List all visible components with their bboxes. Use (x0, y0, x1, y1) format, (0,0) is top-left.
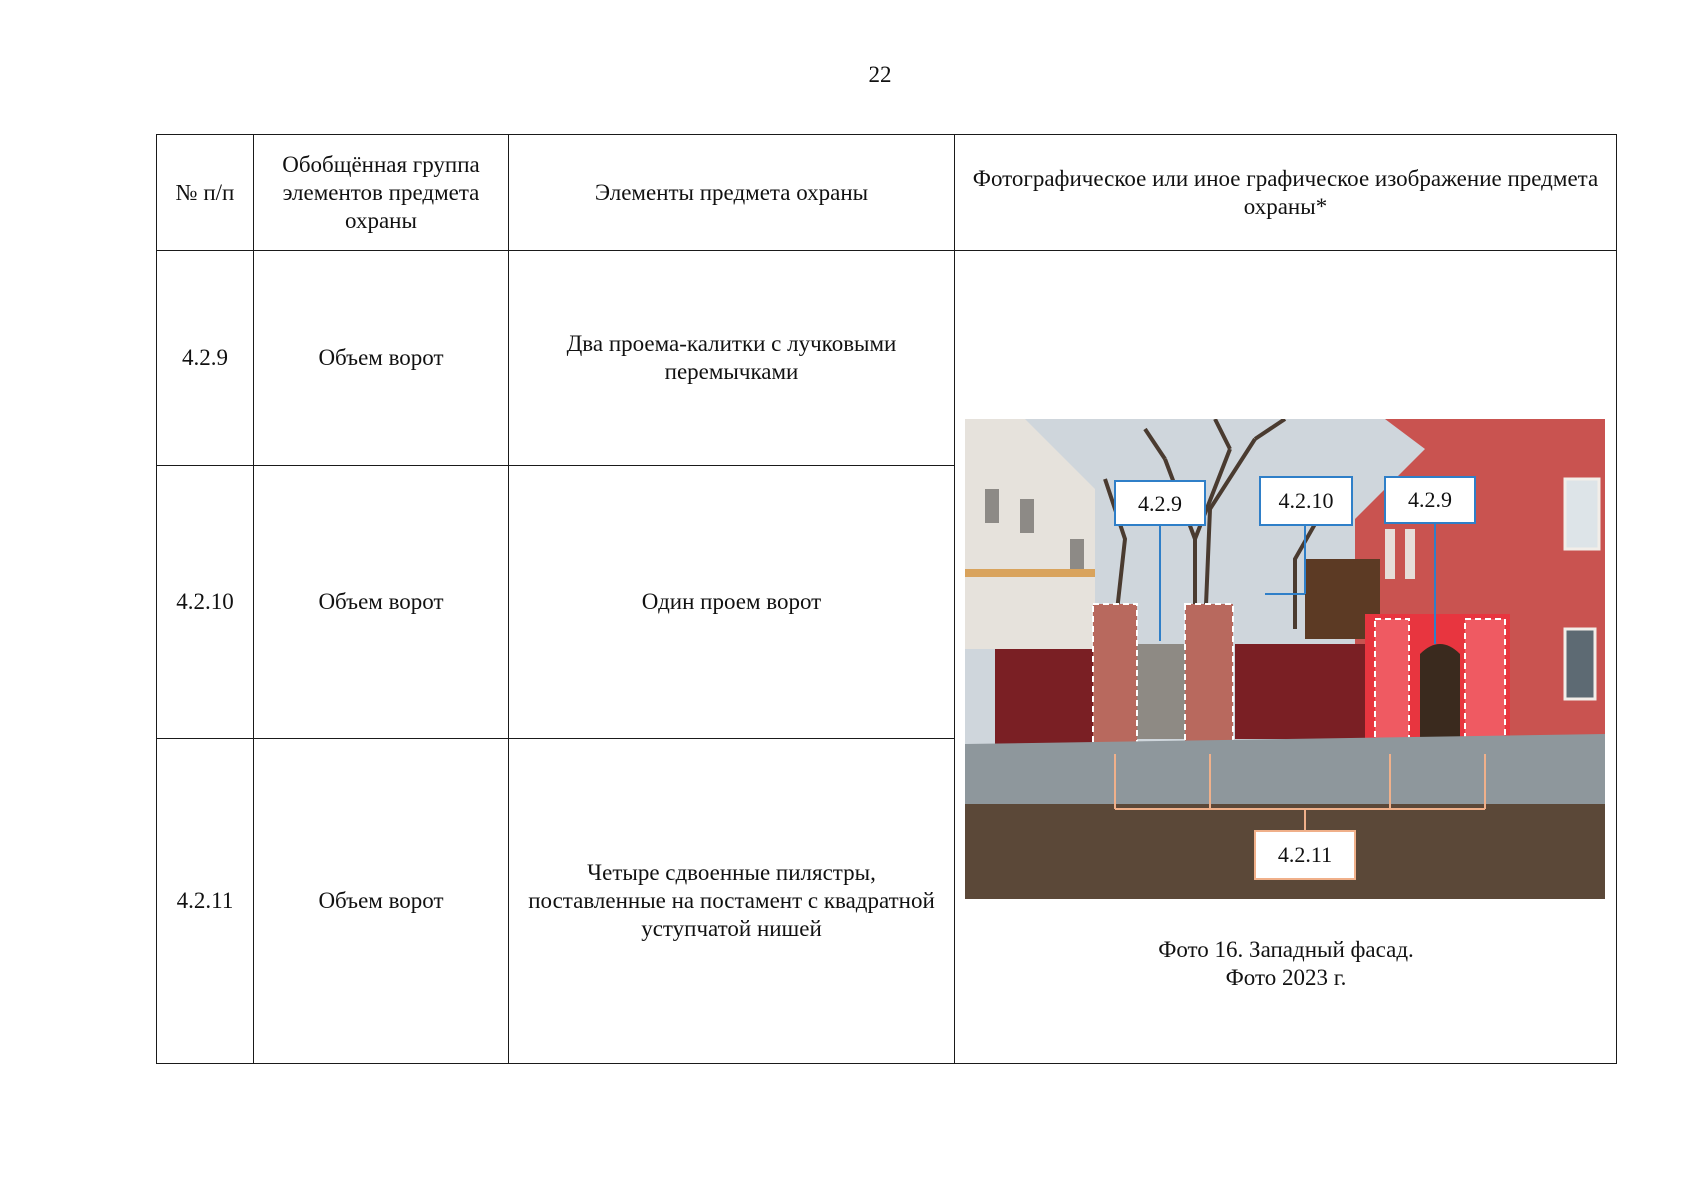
table-header-row (157, 135, 1617, 251)
caption-line-2: Фото 2023 г. (1225, 965, 1347, 991)
row-group: Объем ворот (254, 251, 509, 466)
wooden-gate (1137, 644, 1185, 739)
protection-table (156, 134, 1617, 1064)
callout-label-4-2-11: 4.2.11 (1277, 842, 1333, 868)
brick-pillar-left (1093, 604, 1137, 744)
header-num: № п/п (157, 135, 254, 251)
row-element: Два проема-калитки с лучковыми перемычками (509, 251, 955, 466)
table-row (157, 251, 1617, 466)
header-group: Обобщённая группа элементов предмета охраны (254, 135, 509, 251)
sidewalk (965, 734, 1605, 809)
row-num: 4.2.10 (157, 466, 254, 738)
row-element: Один проем ворот (509, 466, 955, 738)
row-group: Объем ворот (254, 466, 509, 738)
page-number: 22 (868, 62, 892, 87)
header-elements: Элементы предмета охраны (509, 135, 955, 251)
callout-label-4-2-10: 4.2.10 (1278, 488, 1334, 514)
photo-cell (955, 251, 1617, 1064)
callout-label-4-2-9-right: 4.2.9 (1408, 487, 1452, 513)
facade-photo-illustration (965, 419, 1605, 899)
row-element: Четыре сдвоенные пилястры, поставленные на постамент с квадратной уступчатой нишей (509, 738, 955, 1063)
callout-label-4-2-9-left: 4.2.9 (1138, 491, 1182, 517)
header-image: Фотографическое или иное графическое изображение предмета охраны* (955, 135, 1617, 251)
row-group: Объем ворот (254, 738, 509, 1063)
brick-pillar-middle (1185, 604, 1233, 744)
wicket-opening (1420, 644, 1460, 744)
row-num: 4.2.9 (157, 251, 254, 466)
photo-caption (955, 936, 1617, 992)
facade-photo (965, 419, 1605, 899)
caption-line-1: Фото 16. Западный фасад. (1158, 937, 1414, 963)
row-num: 4.2.11 (157, 738, 254, 1063)
middle-fence (1235, 644, 1370, 739)
left-fence (995, 649, 1095, 744)
